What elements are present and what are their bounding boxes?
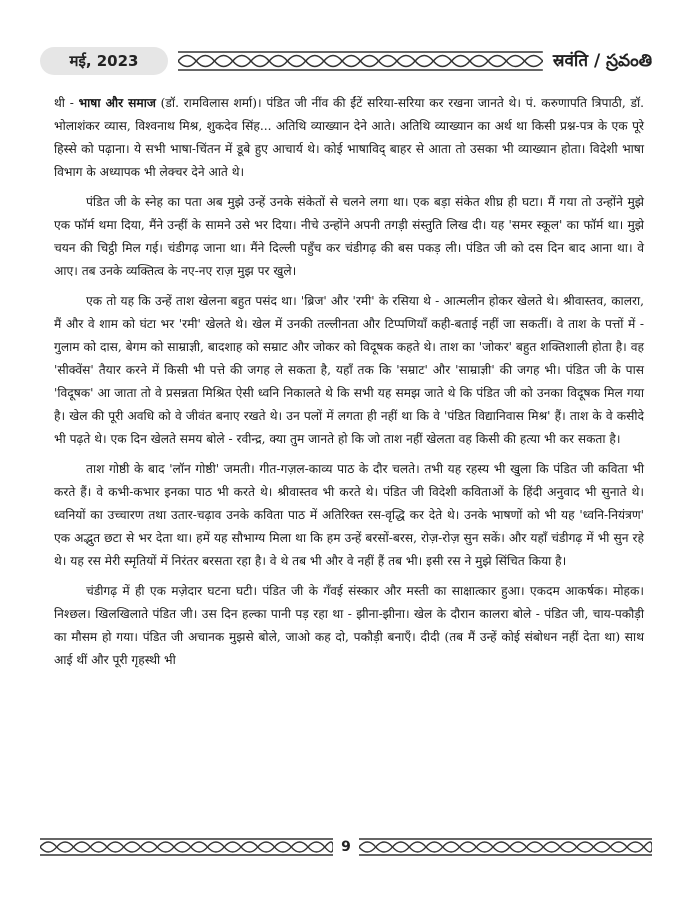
- paragraph-2: पंडित जी के स्नेह का पता अब मुझे उन्हें उनके संकेतों से चलने लगा था। एक बड़ा संकेत शीघ्र ही घटा। मैं गया तो उन्होंने मुझे एक फॉर्म थमा दिया, मैंने उन्हीं के सामने उसे भर दिया। नीचे उन्होंने अपनी तगड़ी संस्तुति लिख दी। यह 'समर स्कूल' का फॉर्म था। मुझे चयन की चिट्ठी मिल गई। चंडीगढ़ जाना था। मैंने दिल्ली पहुँच कर चंडीगढ़ की बस पकड़ ली। पंडित जी को दस दिन बाद आना था। वे आए। तब उनके व्यक्तित्व के नए-नए राज़ मुझ पर खुले।: [54, 195, 644, 278]
- page-number: 9: [341, 839, 351, 855]
- ornament-icon: [359, 837, 652, 857]
- paragraph-3: एक तो यह कि उन्हें ताश खेलना बहुत पसंद था। 'ब्रिज' और 'रमी' के रसिया थे - आत्मलीन होकर खेलते थे। श्रीवास्तव, कालरा, मैं और वे शाम को घंटा भर 'रमी' खेलते थे। खेल में उनकी तल्लीनता और टिप्पणियाँ कही-बताई नहीं जा सकतीं। वे ताश के पत्तों में - गुलाम को दास, बेगम को साम्राज्ञी, बादशाह को सम्राट और जोकर को विदूषक कहते थे। ताश का 'जोकर' बहुत शक्तिशाली होता है। वह 'सीक्वेंस' तैयार करने में किसी भी पत्ते की जगह ले सकता है, यहाँ तक कि 'सम्राट' और 'साम्राज्ञी' की जगह भी। पंडित जी के पास 'विदूषक' आ जाता तो वे प्रसन्नता मिश्रित ऐसी ध्वनि निकालते थे कि सभी यह समझ जाते थे कि पंडित जी को उनका विदूषक मिल गया है। खेल की पूरी अवधि को वे जीवंत बनाए रखते थे। उन पलों में लगता ही नहीं था कि वे 'पंडित विद्यानिवास मिश्र' हैं। ताश के वे कसीदे भी पढ़ते थे। एक दिन खेलते समय बोले - रवीन्द्र, क्या तुम जानते हो कि जो ताश नहीं खेलता वह किसी की हत्या भी कर सकता है।: [54, 294, 644, 446]
- magazine-title: स्रवंति / స్రవంతి: [552, 50, 652, 71]
- book-title: भाषा और समाज: [78, 96, 156, 110]
- paragraph-4: ताश गोष्ठी के बाद 'लॉन गोष्ठी' जमती। गीत-गज़ल-काव्य पाठ के दौर चलते। तभी यह रहस्य भी खुला कि पंडित जी कविता भी करते हैं। वे कभी-कभार इनका पाठ भी करते थे। श्रीवास्तव भी करते थे। पंडित जी विदेशी कविताओं के हिंदी अनुवाद भी सुनाते थे। ध्वनियों का उच्चारण तथा उतार-चढ़ाव उनके कविता पाठ में अतिरिक्त रस-वृद्धि कर देते थे। उनके भाषणों को भी यह 'ध्वनि-नियंत्रण' एक अद्भुत छटा से भर देता था। हमें यह सौभाग्य मिला था कि हम उन्हें बरसों-बरस, रोज़-रोज़ सुन सकें। और यहाँ चंडीगढ़ में भी सुन रहे थे। यह रस मेरी स्मृतियों में निरंतर बरसता रहा है। वे थे तब भी और वे नहीं हैं तब भी। इसी रस ने मुझे सिंचित किया है।: [54, 462, 644, 568]
- p1-rest: (डॉ. रामविलास शर्मा)। पंडित जी नींव की ईंटें सरिया-सरिया कर रखना जानते थे। पं. करुणापति त्रिपाठी, डॉ. भोलाशंकर व्यास, विश्वनाथ मिश्र, शुकदेव सिंह... अतिथि व्याख्यान देने आते। अतिथि व्याख्यान का अर्थ था किसी प्रश्न-पत्र के एक पूरे हिस्से को पढ़ाना। ये सभी भाषा-चिंतन में डूबे हुए आचार्य थे। कोई भाषाविद् बाहर से आता तो उसका भी व्याख्यान होता। विदेशी भाषा विभाग के अध्यापक भी लेक्चर देने आते थे।: [54, 96, 645, 179]
- page-footer: [40, 834, 652, 860]
- ornament-icon: [40, 837, 333, 857]
- paragraph-5: चंडीगढ़ में ही एक मज़ेदार घटना घटी। पंडित जी के गँवई संस्कार और मस्ती का साक्षात्कार हुआ। एकदम आकर्षक। मोहक। निश्छल। खिलखिलाते पंडित जी। उस दिन हल्का पानी पड़ रहा था - झीना-झीना। खेल के दौरान कालरा बोले - पंडित जी, चाय-पकौड़ी का मौसम हो गया। पंडित जी अचानक मुझसे बोले, जाओ कह दो, पकौड़ी बनाएँ। दीदी (तब मैं उन्हें कोई संबोधन नहीं देता था) साथ आई थीं और पूरी गृहस्थी भी: [54, 584, 644, 667]
- header-ornament-border: [178, 50, 543, 72]
- paragraph-1: [54, 92, 644, 184]
- ornament-icon: [178, 50, 543, 72]
- footer-ornament-right: [359, 837, 652, 857]
- article-body: [54, 92, 644, 679]
- page-header: [40, 46, 652, 76]
- footer-ornament-left: [40, 837, 333, 857]
- p1-lead: थी -: [54, 96, 79, 110]
- issue-date: मई, 2023: [40, 47, 168, 75]
